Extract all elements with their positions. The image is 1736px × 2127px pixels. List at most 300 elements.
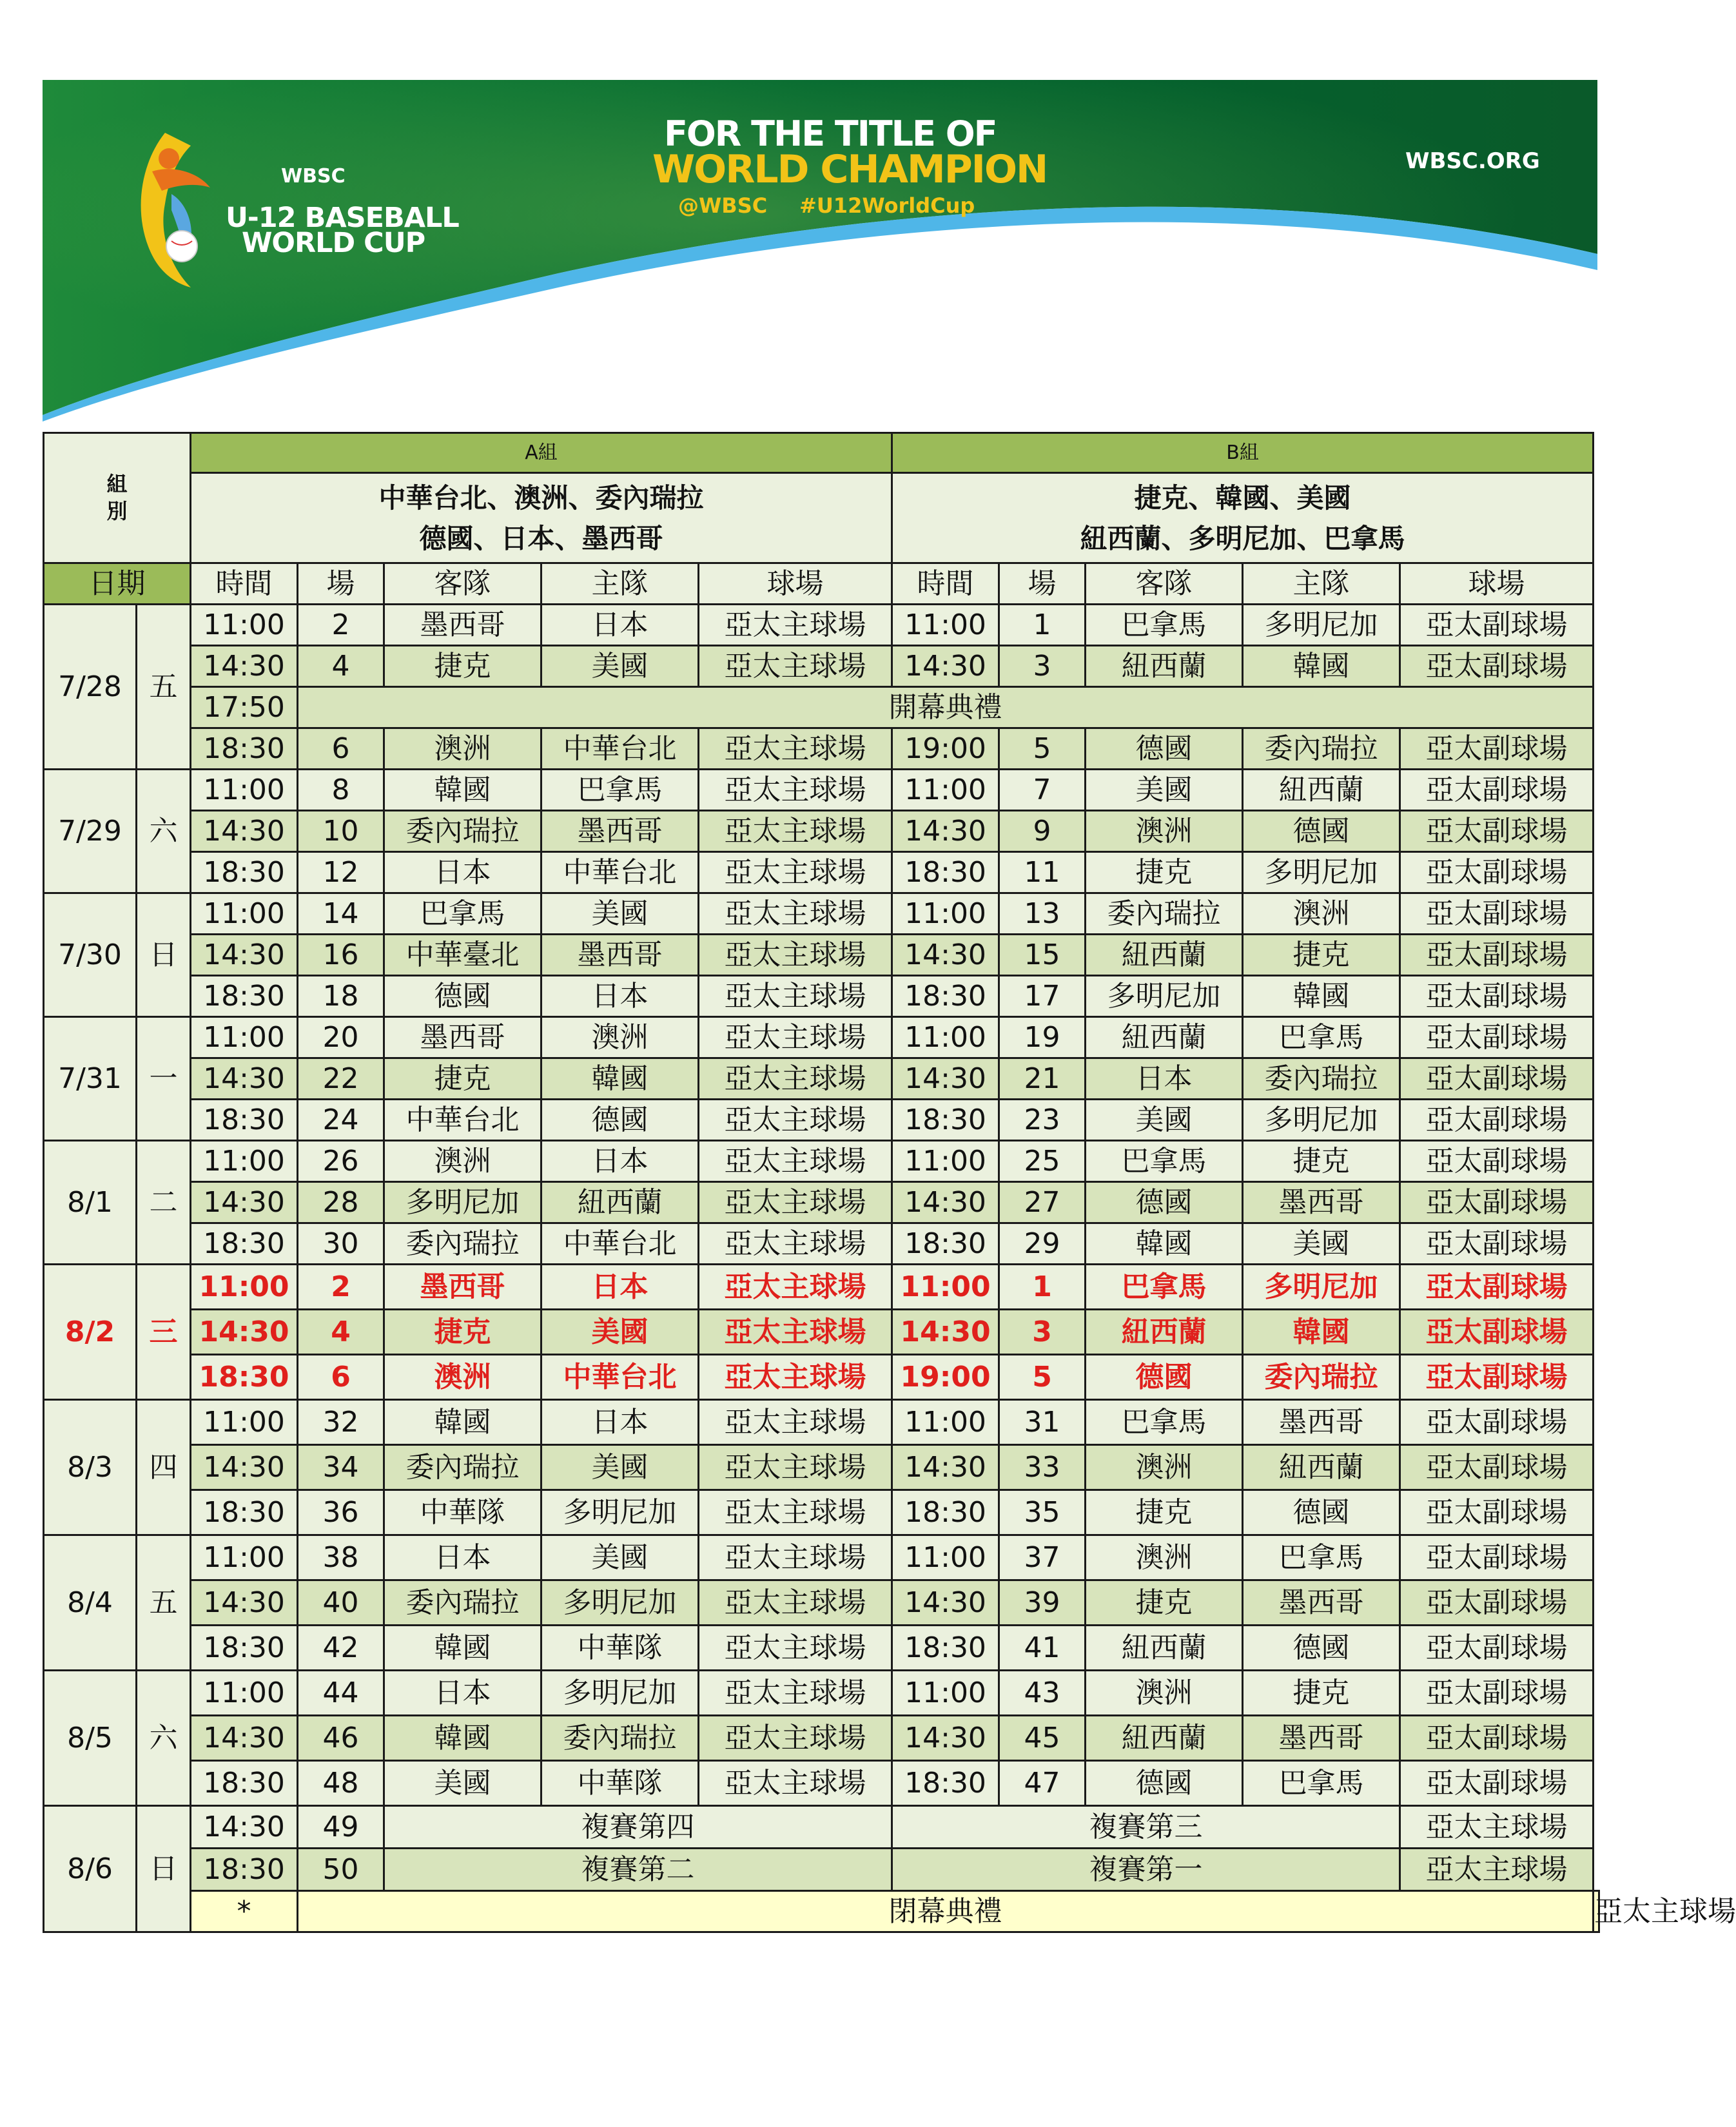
group-b-away-team-cell: 紐西蘭 — [1086, 1626, 1243, 1671]
group-a-home-team-cell: 日本 — [541, 605, 699, 646]
group-a-away-team-cell: 巴拿馬 — [384, 893, 541, 935]
ceremony-time-cell: 17:50 — [191, 687, 298, 728]
date-cell: 8/1 — [44, 1141, 137, 1265]
group-a-venue-cell: 亞太主球場 — [699, 1017, 892, 1058]
group-b-home-team-cell: 捷克 — [1243, 935, 1400, 976]
group-a-time-cell: 18:30 — [191, 1761, 298, 1806]
group-b-home-team-cell: 韓國 — [1243, 976, 1400, 1017]
group-a-game-cell: 14 — [298, 893, 384, 935]
group-b-home-team-cell: 墨西哥 — [1243, 1182, 1400, 1223]
social-handle: @WBSC — [678, 193, 768, 218]
final-game-cell: 49 — [298, 1806, 384, 1849]
group-b-time-cell: 14:30 — [892, 1445, 999, 1490]
date-cell: 8/5 — [44, 1671, 137, 1806]
group-a-time-cell: 14:30 — [191, 646, 298, 687]
group-b-away-team-cell: 委內瑞拉 — [1086, 893, 1243, 935]
group-a-away-team-cell: 捷克 — [384, 1058, 541, 1100]
group-a-venue-cell: 亞太主球場 — [699, 976, 892, 1017]
group-a-time-cell: 11:00 — [191, 605, 298, 646]
website-url: WBSC.ORG — [1405, 148, 1540, 174]
group-b-time-cell: 11:00 — [892, 770, 999, 811]
group-a-home-team-cell: 墨西哥 — [541, 811, 699, 852]
group-a-game-cell: 28 — [298, 1182, 384, 1223]
group-a-venue-cell: 亞太主球場 — [699, 1671, 892, 1716]
group-b-home-team-cell: 紐西蘭 — [1243, 1445, 1400, 1490]
weekday-cell: 六 — [137, 1671, 191, 1806]
group-b-game-cell: 13 — [999, 893, 1086, 935]
group-a-time-cell: 18:30 — [191, 1223, 298, 1265]
group-b-away-team-cell: 德國 — [1086, 1355, 1243, 1400]
group-a-home-team-cell: 美國 — [541, 1445, 699, 1490]
group-a-venue-cell: 亞太主球場 — [699, 1716, 892, 1761]
group-b-time-cell: 11:00 — [892, 1400, 999, 1445]
group-b-home-team-cell: 多明尼加 — [1243, 852, 1400, 893]
group-a-game-cell: 22 — [298, 1058, 384, 1100]
group-b-time-cell: 14:30 — [892, 1310, 999, 1355]
group-a-game-cell: 46 — [298, 1716, 384, 1761]
group-a-time-cell: 11:00 — [191, 1141, 298, 1182]
weekday-cell: 五 — [137, 605, 191, 770]
group-b-time-cell: 18:30 — [892, 1490, 999, 1535]
group-a-home-team-cell: 多明尼加 — [541, 1671, 699, 1716]
logo-line2: WORLD CUP — [242, 227, 425, 259]
group-b-home-team-cell: 委內瑞拉 — [1243, 728, 1400, 770]
group-a-venue-cell: 亞太主球場 — [699, 1400, 892, 1445]
group-b-game-cell: 35 — [999, 1490, 1086, 1535]
group-b-away-team-cell: 日本 — [1086, 1058, 1243, 1100]
date-cell: 7/29 — [44, 770, 137, 893]
group-a-game-cell: 30 — [298, 1223, 384, 1265]
final-venue-cell: 亞太主球場 — [1400, 1806, 1594, 1849]
group-a-time-cell: 14:30 — [191, 1182, 298, 1223]
group-b-venue-cell: 亞太副球場 — [1400, 1400, 1594, 1445]
schedule-row — [44, 770, 1599, 811]
group-b-game-cell: 39 — [999, 1580, 1086, 1626]
group-b-away-team-cell: 德國 — [1086, 728, 1243, 770]
group-b-game-cell: 5 — [999, 728, 1086, 770]
group-b-venue-cell: 亞太副球場 — [1400, 1141, 1594, 1182]
date-cell: 7/28 — [44, 605, 137, 770]
group-a-venue-cell: 亞太主球場 — [699, 1141, 892, 1182]
group-b-time-cell: 14:30 — [892, 1716, 999, 1761]
group-a-home-team-cell: 墨西哥 — [541, 935, 699, 976]
group-b-time-cell: 11:00 — [892, 1265, 999, 1310]
schedule-row — [44, 687, 1599, 728]
hashtag: #U12WorldCup — [799, 193, 975, 218]
group-a-game-cell: 18 — [298, 976, 384, 1017]
group-a-time-cell: 18:30 — [191, 1100, 298, 1141]
group-b-venue-cell: 亞太副球場 — [1400, 1100, 1594, 1141]
group-a-away-team-cell: 捷克 — [384, 1310, 541, 1355]
header-venue-b: 球場 — [1400, 563, 1594, 605]
group-a-game-cell: 34 — [298, 1445, 384, 1490]
group-a-time-cell: 11:00 — [191, 1400, 298, 1445]
group-a-home-team-cell: 韓國 — [541, 1058, 699, 1100]
group-a-time-cell: 11:00 — [191, 770, 298, 811]
group-b-time-cell: 14:30 — [892, 1058, 999, 1100]
group-b-home-team-cell: 多明尼加 — [1243, 1100, 1400, 1141]
group-a-time-cell: 18:30 — [191, 852, 298, 893]
group-b-away-team-cell: 多明尼加 — [1086, 976, 1243, 1017]
group-b-game-cell: 33 — [999, 1445, 1086, 1490]
group-a-time-cell: 11:00 — [191, 1017, 298, 1058]
group-a-away-team-cell: 墨西哥 — [384, 1265, 541, 1310]
group-b-game-cell: 29 — [999, 1223, 1086, 1265]
group-a-away-team-cell: 澳洲 — [384, 1355, 541, 1400]
date-cell: 7/31 — [44, 1017, 137, 1141]
header-away-b: 客隊 — [1086, 563, 1243, 605]
group-b-teams — [892, 473, 1594, 563]
group-b-time-cell: 18:30 — [892, 1223, 999, 1265]
group-b-venue-cell: 亞太副球場 — [1400, 893, 1594, 935]
group-a-home-team-cell: 多明尼加 — [541, 1490, 699, 1535]
group-a-venue-cell: 亞太主球場 — [699, 1626, 892, 1671]
group-b-venue-cell: 亞太副球場 — [1400, 1017, 1594, 1058]
group-b-game-cell: 31 — [999, 1400, 1086, 1445]
schedule-row — [44, 1580, 1599, 1626]
group-a-venue-cell: 亞太主球場 — [699, 1223, 892, 1265]
group-a-time-cell: 18:30 — [191, 1355, 298, 1400]
group-b-venue-cell: 亞太副球場 — [1400, 1265, 1594, 1310]
group-b-game-cell: 19 — [999, 1017, 1086, 1058]
group-a-away-team-cell: 委內瑞拉 — [384, 1445, 541, 1490]
schedule-row — [44, 1761, 1599, 1806]
group-b-home-team-cell: 美國 — [1243, 1223, 1400, 1265]
weekday-cell: 二 — [137, 1141, 191, 1265]
group-a-game-cell: 4 — [298, 1310, 384, 1355]
group-a-away-team-cell: 韓國 — [384, 1400, 541, 1445]
group-a-game-cell: 40 — [298, 1580, 384, 1626]
group-a-game-cell: 26 — [298, 1141, 384, 1182]
header-date: 日期 — [44, 563, 191, 605]
group-b-home-team-cell: 委內瑞拉 — [1243, 1355, 1400, 1400]
weekday-cell: 四 — [137, 1400, 191, 1535]
schedule-table — [43, 432, 1736, 1933]
group-b-game-cell: 3 — [999, 1310, 1086, 1355]
group-b-home-team-cell: 韓國 — [1243, 646, 1400, 687]
group-a-home-team-cell: 德國 — [541, 1100, 699, 1141]
header-time-a: 時間 — [191, 563, 298, 605]
group-a-away-team-cell: 美國 — [384, 1761, 541, 1806]
group-b-away-team-cell: 紐西蘭 — [1086, 646, 1243, 687]
group-b-home-team-cell: 捷克 — [1243, 1671, 1400, 1716]
group-b-time-cell: 14:30 — [892, 935, 999, 976]
group-a-away-team-cell: 捷克 — [384, 646, 541, 687]
schedule-row — [44, 1058, 1599, 1100]
final-time-cell: 18:30 — [191, 1849, 298, 1891]
group-a-away-team-cell: 韓國 — [384, 770, 541, 811]
schedule-row — [44, 1806, 1599, 1849]
final-home-cell: 複賽第一 — [892, 1849, 1400, 1891]
group-a-time-cell: 14:30 — [191, 1058, 298, 1100]
schedule-row — [44, 728, 1599, 770]
weekday-cell: 日 — [137, 893, 191, 1017]
final-away-cell: 複賽第二 — [384, 1849, 892, 1891]
group-b-home-team-cell: 德國 — [1243, 811, 1400, 852]
group-a-time-cell: 18:30 — [191, 1626, 298, 1671]
group-b-venue-cell: 亞太副球場 — [1400, 1182, 1594, 1223]
date-cell: 8/6 — [44, 1806, 137, 1932]
group-a-home-team-cell: 美國 — [541, 1535, 699, 1580]
schedule-row — [44, 1671, 1599, 1716]
group-a-away-team-cell: 墨西哥 — [384, 605, 541, 646]
group-b-away-team-cell: 澳洲 — [1086, 1445, 1243, 1490]
group-b-game-cell: 27 — [999, 1182, 1086, 1223]
weekday-cell: 五 — [137, 1535, 191, 1671]
group-b-venue-cell: 亞太副球場 — [1400, 1535, 1594, 1580]
group-b-home-team-cell: 巴拿馬 — [1243, 1017, 1400, 1058]
group-a-away-team-cell: 中華臺北 — [384, 935, 541, 976]
group-b-away-team-cell: 紐西蘭 — [1086, 1716, 1243, 1761]
group-b-home-team-cell: 德國 — [1243, 1490, 1400, 1535]
group-b-venue-cell: 亞太副球場 — [1400, 935, 1594, 976]
group-a-home-team-cell: 中華隊 — [541, 1761, 699, 1806]
group-b-venue-cell: 亞太副球場 — [1400, 1310, 1594, 1355]
date-cell: 7/30 — [44, 893, 137, 1017]
group-a-game-cell: 32 — [298, 1400, 384, 1445]
group-b-away-team-cell: 德國 — [1086, 1761, 1243, 1806]
baseball-player-logo-icon — [126, 126, 217, 294]
schedule-row — [44, 1891, 1599, 1932]
group-a-game-cell: 6 — [298, 728, 384, 770]
group-b-venue-cell: 亞太副球場 — [1400, 1223, 1594, 1265]
weekday-cell: 六 — [137, 770, 191, 893]
group-label: 組 別 — [44, 433, 191, 563]
group-b-time-cell: 11:00 — [892, 1535, 999, 1580]
group-a-venue-cell: 亞太主球場 — [699, 770, 892, 811]
group-a-time-cell: 18:30 — [191, 976, 298, 1017]
group-a-home-team-cell: 中華台北 — [541, 728, 699, 770]
group-a-venue-cell: 亞太主球場 — [699, 811, 892, 852]
group-b-venue-cell: 亞太副球場 — [1400, 1445, 1594, 1490]
group-b-away-team-cell: 捷克 — [1086, 852, 1243, 893]
group-a-venue-cell: 亞太主球場 — [699, 1445, 892, 1490]
group-a-game-cell: 38 — [298, 1535, 384, 1580]
schedule-row — [44, 852, 1599, 893]
group-b-away-team-cell: 紐西蘭 — [1086, 1310, 1243, 1355]
group-a-away-team-cell: 中華台北 — [384, 1100, 541, 1141]
group-b-venue-cell: 亞太副球場 — [1400, 1490, 1594, 1535]
group-b-time-cell: 11:00 — [892, 893, 999, 935]
group-b-venue-cell: 亞太副球場 — [1400, 770, 1594, 811]
date-cell: 8/4 — [44, 1535, 137, 1671]
group-b-home-team-cell: 巴拿馬 — [1243, 1535, 1400, 1580]
schedule-row — [44, 1100, 1599, 1141]
group-b-game-cell: 25 — [999, 1141, 1086, 1182]
group-b-time-cell: 14:30 — [892, 646, 999, 687]
group-a-home-team-cell: 日本 — [541, 1265, 699, 1310]
group-a-away-team-cell: 墨西哥 — [384, 1017, 541, 1058]
group-b-venue-cell: 亞太副球場 — [1400, 1580, 1594, 1626]
group-b-time-cell: 11:00 — [892, 1671, 999, 1716]
header-game-a: 場 — [298, 563, 384, 605]
final-away-cell: 複賽第四 — [384, 1806, 892, 1849]
group-b-home-team-cell: 墨西哥 — [1243, 1580, 1400, 1626]
group-b-away-team-cell: 捷克 — [1086, 1490, 1243, 1535]
final-time-cell: 14:30 — [191, 1806, 298, 1849]
group-a-game-cell: 20 — [298, 1017, 384, 1058]
group-b-game-cell: 1 — [999, 1265, 1086, 1310]
group-b-time-cell: 14:30 — [892, 811, 999, 852]
group-b-venue-cell: 亞太副球場 — [1400, 1761, 1594, 1806]
group-b-away-team-cell: 巴拿馬 — [1086, 1141, 1243, 1182]
group-a-game-cell: 44 — [298, 1671, 384, 1716]
group-b-time-cell: 18:30 — [892, 1761, 999, 1806]
group-b-venue-cell: 亞太副球場 — [1400, 605, 1594, 646]
group-a-venue-cell: 亞太主球場 — [699, 1535, 892, 1580]
group-b-game-cell: 17 — [999, 976, 1086, 1017]
group-a-venue-cell: 亞太主球場 — [699, 1490, 892, 1535]
opening-ceremony-cell: 開幕典禮 — [298, 687, 1594, 728]
group-a-away-team-cell: 澳洲 — [384, 1141, 541, 1182]
group-b-venue-cell: 亞太副球場 — [1400, 1716, 1594, 1761]
group-b-teams-line1: 捷克、韓國、美國 — [1134, 481, 1351, 514]
group-a-away-team-cell: 委內瑞拉 — [384, 1223, 541, 1265]
group-b-venue-cell: 亞太副球場 — [1400, 976, 1594, 1017]
group-a-away-team-cell: 日本 — [384, 852, 541, 893]
group-a-home-team-cell: 澳洲 — [541, 1017, 699, 1058]
group-b-venue-cell: 亞太副球場 — [1400, 1355, 1594, 1400]
group-a-away-team-cell: 韓國 — [384, 1716, 541, 1761]
group-a-venue-cell: 亞太主球場 — [699, 1355, 892, 1400]
group-a-time-cell: 14:30 — [191, 1580, 298, 1626]
group-a-game-cell: 12 — [298, 852, 384, 893]
group-b-venue-cell: 亞太副球場 — [1400, 1626, 1594, 1671]
group-a-time-cell: 11:00 — [191, 893, 298, 935]
group-b-game-cell: 7 — [999, 770, 1086, 811]
group-a-away-team-cell: 多明尼加 — [384, 1182, 541, 1223]
weekday-cell: 三 — [137, 1265, 191, 1400]
group-a-away-team-cell: 韓國 — [384, 1626, 541, 1671]
group-b-game-cell: 23 — [999, 1100, 1086, 1141]
group-a-home-team-cell: 巴拿馬 — [541, 770, 699, 811]
group-b-time-cell: 18:30 — [892, 1626, 999, 1671]
group-a-home-team-cell: 日本 — [541, 1400, 699, 1445]
schedule-row — [44, 646, 1599, 687]
schedule-row — [44, 893, 1599, 935]
group-a-home-team-cell: 中華台北 — [541, 1223, 699, 1265]
group-b-time-cell: 11:00 — [892, 1141, 999, 1182]
group-a-venue-cell: 亞太主球場 — [699, 935, 892, 976]
schedule-row — [44, 976, 1599, 1017]
group-a-home-team-cell: 美國 — [541, 1310, 699, 1355]
group-b-time-cell: 14:30 — [892, 1580, 999, 1626]
group-a-time-cell: 11:00 — [191, 1535, 298, 1580]
weekday-cell: 日 — [137, 1806, 191, 1932]
group-b-game-cell: 11 — [999, 852, 1086, 893]
group-a-time-cell: 14:30 — [191, 1310, 298, 1355]
group-a-teams-line1: 中華台北、澳洲、委內瑞拉 — [378, 481, 704, 514]
group-b-game-cell: 47 — [999, 1761, 1086, 1806]
schedule-row — [44, 1265, 1599, 1310]
group-b-away-team-cell: 韓國 — [1086, 1223, 1243, 1265]
group-b-home-team-cell: 德國 — [1243, 1626, 1400, 1671]
schedule-row — [44, 1716, 1599, 1761]
group-b-time-cell: 11:00 — [892, 605, 999, 646]
group-b-venue-cell: 亞太副球場 — [1400, 728, 1594, 770]
group-b-time-cell: 19:00 — [892, 728, 999, 770]
group-a-away-team-cell: 委內瑞拉 — [384, 811, 541, 852]
group-a-venue-cell: 亞太主球場 — [699, 605, 892, 646]
group-a-away-team-cell: 德國 — [384, 976, 541, 1017]
group-a-away-team-cell: 澳洲 — [384, 728, 541, 770]
group-a-teams-line2: 德國、日本、墨西哥 — [419, 522, 663, 554]
group-a-venue-cell: 亞太主球場 — [699, 728, 892, 770]
header-home-a: 主隊 — [541, 563, 699, 605]
group-a-venue-cell: 亞太主球場 — [699, 1265, 892, 1310]
group-b-time-cell: 19:00 — [892, 1355, 999, 1400]
group-a-name: A組 — [191, 433, 892, 473]
group-a-game-cell: 2 — [298, 605, 384, 646]
logo-line1: U-12 BASEBALL — [226, 202, 459, 234]
group-b-home-team-cell: 委內瑞拉 — [1243, 1058, 1400, 1100]
header-venue-a: 球場 — [699, 563, 892, 605]
group-b-away-team-cell: 美國 — [1086, 1100, 1243, 1141]
group-a-game-cell: 6 — [298, 1355, 384, 1400]
group-b-home-team-cell: 韓國 — [1243, 1310, 1400, 1355]
tagline-line1: FOR THE TITLE OF — [664, 113, 997, 154]
group-a-venue-cell: 亞太主球場 — [699, 1058, 892, 1100]
closing-mark-cell: * — [191, 1891, 298, 1932]
date-cell: 8/2 — [44, 1265, 137, 1400]
group-a-time-cell: 14:30 — [191, 935, 298, 976]
group-b-time-cell: 18:30 — [892, 852, 999, 893]
group-a-venue-cell: 亞太主球場 — [699, 893, 892, 935]
group-b-game-cell: 21 — [999, 1058, 1086, 1100]
schedule-row — [44, 605, 1599, 646]
group-a-time-cell: 11:00 — [191, 1265, 298, 1310]
group-a-home-team-cell: 日本 — [541, 976, 699, 1017]
tagline-line2: WORLD CHAMPION — [652, 147, 1048, 192]
group-b-away-team-cell: 澳洲 — [1086, 1671, 1243, 1716]
schedule-row — [44, 1182, 1599, 1223]
date-cell: 8/3 — [44, 1400, 137, 1535]
group-b-venue-cell: 亞太副球場 — [1400, 1058, 1594, 1100]
group-b-home-team-cell: 墨西哥 — [1243, 1716, 1400, 1761]
group-a-home-team-cell: 紐西蘭 — [541, 1182, 699, 1223]
group-b-away-team-cell: 澳洲 — [1086, 1535, 1243, 1580]
group-a-time-cell: 18:30 — [191, 728, 298, 770]
header-home-b: 主隊 — [1243, 563, 1400, 605]
schedule-row — [44, 1626, 1599, 1671]
group-b-game-cell: 43 — [999, 1671, 1086, 1716]
group-b-time-cell: 14:30 — [892, 1182, 999, 1223]
schedule-row — [44, 1400, 1599, 1445]
group-b-venue-cell: 亞太副球場 — [1400, 646, 1594, 687]
schedule-body — [44, 433, 1736, 1932]
group-b-away-team-cell: 紐西蘭 — [1086, 935, 1243, 976]
group-a-venue-cell: 亞太主球場 — [699, 1100, 892, 1141]
group-a-away-team-cell: 日本 — [384, 1671, 541, 1716]
group-b-game-cell: 37 — [999, 1535, 1086, 1580]
schedule-row — [44, 1355, 1599, 1400]
group-b-teams-line2: 紐西蘭、多明尼加、巴拿馬 — [1080, 522, 1405, 554]
closing-venue-cell: 亞太主球場 — [1594, 1891, 1599, 1932]
group-b-away-team-cell: 紐西蘭 — [1086, 1017, 1243, 1058]
closing-ceremony-cell: 閉幕典禮 — [298, 1891, 1594, 1932]
group-b-game-cell: 9 — [999, 811, 1086, 852]
final-home-cell: 複賽第三 — [892, 1806, 1400, 1849]
schedule-row — [44, 1535, 1599, 1580]
group-b-home-team-cell: 墨西哥 — [1243, 1400, 1400, 1445]
schedule-row — [44, 1017, 1599, 1058]
group-a-home-team-cell: 中華台北 — [541, 852, 699, 893]
schedule-row — [44, 1223, 1599, 1265]
group-a-home-team-cell: 美國 — [541, 646, 699, 687]
group-b-venue-cell: 亞太副球場 — [1400, 852, 1594, 893]
group-a-game-cell: 42 — [298, 1626, 384, 1671]
group-b-home-team-cell: 巴拿馬 — [1243, 1761, 1400, 1806]
